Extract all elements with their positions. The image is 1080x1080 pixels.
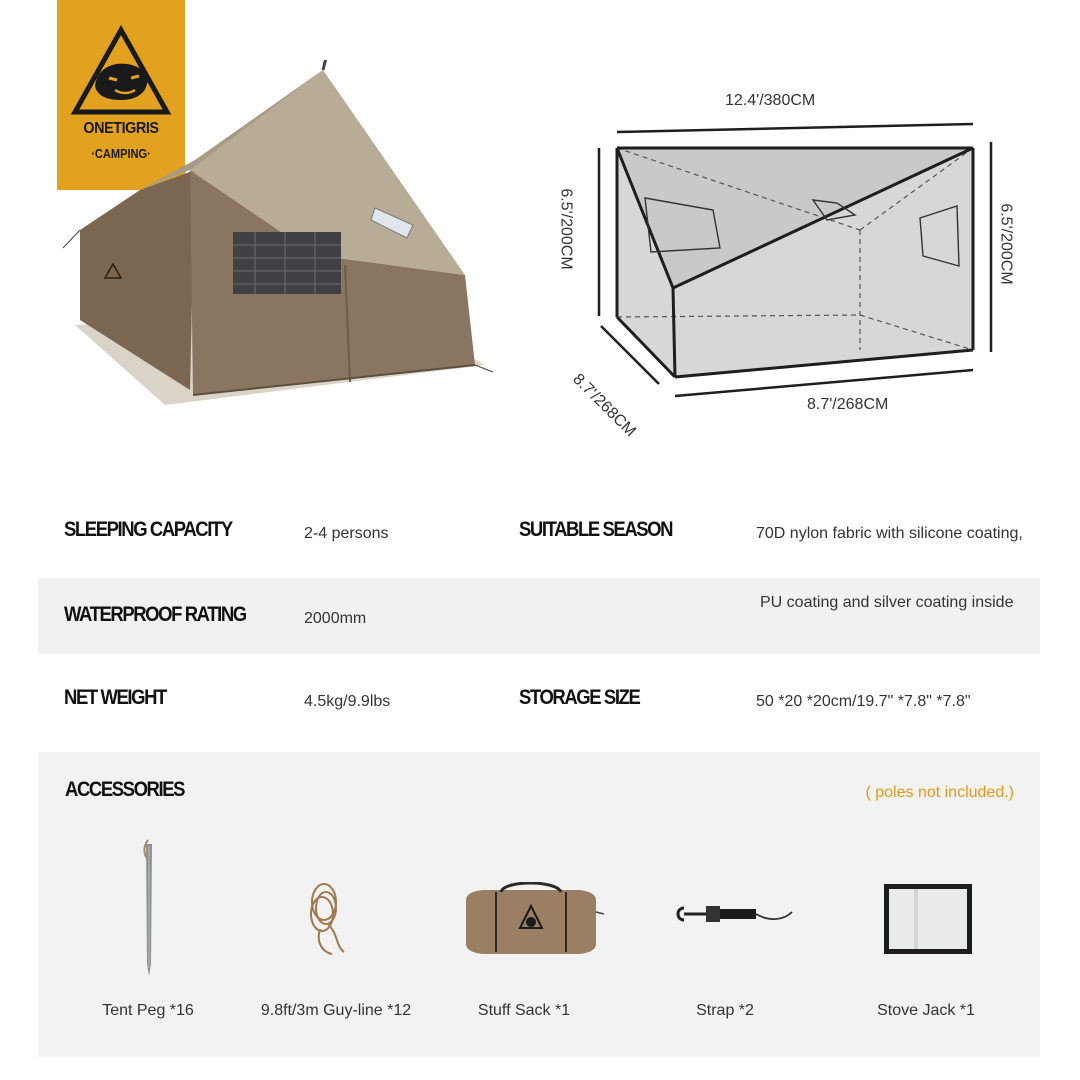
stuff-sack-icon [456,882,606,962]
dimension-depth-label: 8.7'/268CM [569,370,639,441]
spec-label-waterproof-rating: WATERPROOF RATING [64,603,246,626]
spec-value-sleeping-capacity: 2-4 persons [304,525,389,542]
spec-value-storage-size: 50 *20 *20cm/19.7" *7.8" *7.8" [756,693,971,710]
brand-name: ONETIGRIS [83,120,159,137]
spec-row-weight [38,654,1040,740]
spec-value-net-weight: 4.5kg/9.9lbs [304,693,391,710]
dimension-length-label: 12.4'/380CM [725,92,816,109]
dimension-diagram [555,80,1035,440]
brand-subtitle: ·CAMPING· [91,146,151,161]
guy-line-icon [292,874,362,964]
accessories-note: ( poles not included.) [865,784,1014,801]
spec-label-storage-size: STORAGE SIZE [519,686,640,709]
tent-product-image [55,60,495,420]
tent-wireframe [555,80,1035,440]
spec-value-suitable-season: 70D nylon fabric with silicone coating, [756,525,1023,542]
accessories-title: ACCESSORIES [65,778,185,801]
accessory-label-stuff-sack: Stuff Sack *1 [477,1002,571,1019]
accessory-label-guy-line: 9.8ft/3m Guy-line *12 [260,1002,412,1019]
spec-label-net-weight: NET WEIGHT [64,686,166,709]
accessories-panel [38,752,1040,1057]
accessory-label-tent-peg: Tent Peg *16 [102,1002,194,1019]
accessory-label-strap: Strap *2 [696,1002,754,1019]
strap-icon [670,894,800,944]
dimension-width-label: 8.7'/268CM [807,396,889,413]
stove-jack-icon [882,882,974,956]
spec-label-sleeping-capacity: SLEEPING CAPACITY [64,518,232,541]
spec-row-waterproof [38,578,1040,654]
dimension-height-left-label: 6.5'/200CM [557,188,575,270]
spec-row-capacity [38,500,1040,578]
dimension-height-right-label: 6.5'/200CM [997,203,1015,285]
tent-peg-icon [130,830,170,980]
accessory-label-stove-jack: Stove Jack *1 [877,1002,975,1019]
spec-value-waterproof-rating: 2000mm [304,610,367,627]
spec-label-suitable-season: SUITABLE SEASON [519,518,673,541]
spec-value-coating: PU coating and silver coating inside [760,594,1014,611]
